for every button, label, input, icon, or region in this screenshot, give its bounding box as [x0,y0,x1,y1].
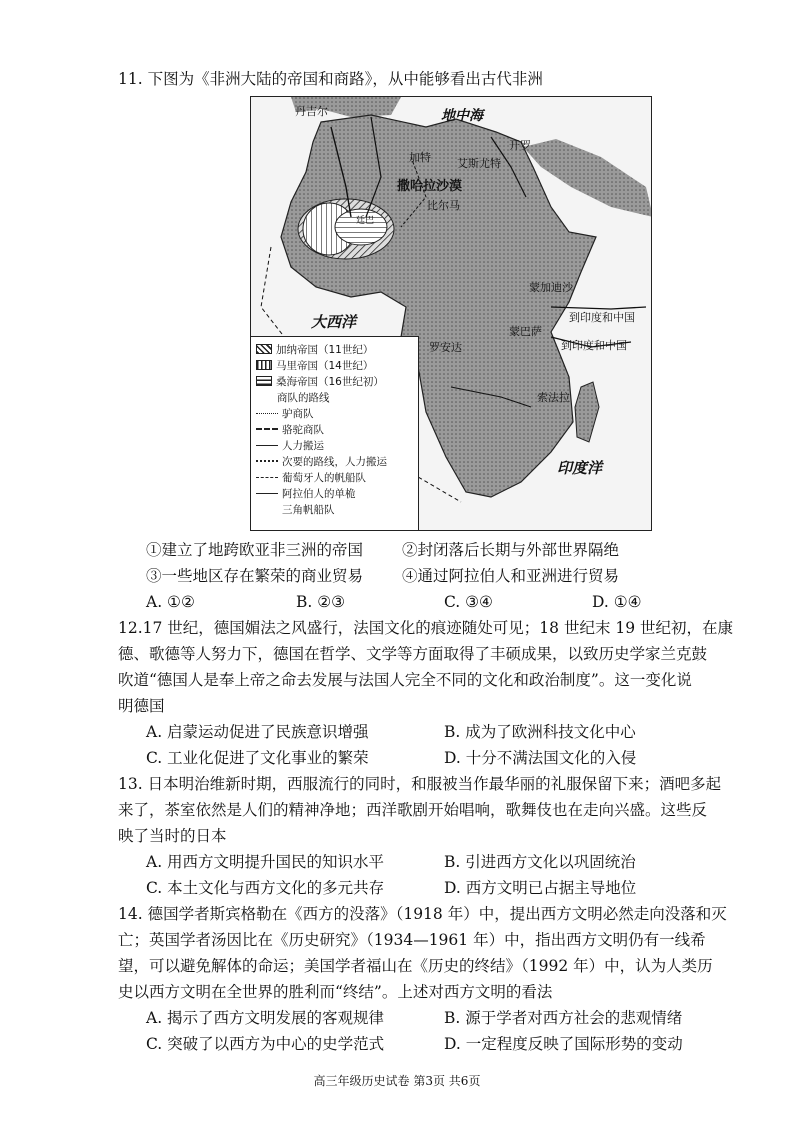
q12-stem-line-1: 12.17 世纪，德国媚法之风盛行，法国文化的痕迹随处可见；18 世纪末 19 世纪初，在康 [118,619,734,637]
madagascar [575,382,599,442]
legend-mali-label: 马里帝国（14世纪） [276,359,374,372]
label-aisiwate: 艾斯尤特 [457,157,501,170]
label-jiate: 加特 [409,151,431,164]
legend-secondary-label: 次要的路线，人力搬运 [282,455,387,468]
legend-mali [256,358,373,372]
label-luoanda: 罗安达 [429,341,462,354]
legend-songhai [256,374,384,388]
legend-routes-title: 商队的路线 [277,391,330,404]
q11-choice-a: A. ①② [146,593,195,611]
porter-line [256,445,278,446]
legend-ghana-label: 加纳帝国（11世纪） [276,343,374,356]
q13-choice-c: C. 本土文化与西方文化的多元共存 [146,879,385,897]
legend-ghana [256,342,373,356]
q14-choice-d: D. 一定程度反映了国际形势的变动 [444,1035,683,1053]
legend-arab-label-2: 三角帆船队 [282,503,335,516]
q11-option-3: ③一些地区存在繁荣的商业贸易 [146,567,364,585]
legend-songhai-label: 桑海帝国（16世纪初） [276,375,384,388]
q14-choice-a: A. 揭示了西方文明发展的客观规律 [146,1009,385,1027]
label-to-india-china-1: 到印度和中国 [569,311,635,324]
map-legend [251,336,419,531]
legend-secondary [256,454,387,468]
legend-porter-label: 人力搬运 [282,439,324,452]
legend-camel-label: 骆驼商队 [282,423,324,436]
q11-option-1: ①建立了地跨欧亚非三洲的帝国 [146,541,364,559]
songhai-swatch [256,376,272,386]
q13-stem-line-3: 映了当时的日本 [118,827,227,845]
label-cairo: 开罗 [509,139,531,152]
label-mogadishu: 蒙加迪沙 [529,281,573,294]
q11-stem: 11. 下图为《非洲大陆的帝国和商路》，从中能够看出古代非洲 [118,70,543,88]
label-atlantic: 大西洋 [311,313,357,331]
q14-stem-line-3: 望，可以避免解体的命运；美国学者福山在《历史的终结》（1992 年）中，认为人类历 [118,957,713,975]
q12-stem-line-2: 德、歌德等人努力下，德国在哲学、文学等方面取得了丰硕成果，以致历史学家兰克鼓 [118,645,708,663]
label-sahara: 撒哈拉沙漠 [397,179,463,194]
q12-choice-b: B. 成为了欧洲科技文化中心 [444,723,636,741]
q14-choice-c: C. 突破了以西方为中心的史学范式 [146,1035,385,1053]
q11-choice-c: C. ③④ [444,593,493,611]
legend-donkey [256,406,314,420]
label-tongbu: 廷巴 [356,216,375,226]
secondary-line [256,460,278,462]
ghana-swatch [256,344,272,354]
q11-choice-b: B. ②③ [296,593,346,611]
label-mediterranean: 地中海 [441,108,483,124]
q12-stem-line-3: 吹道“德国人是奉上帝之命去发展与法国人完全不同的文化和政治制度”。这一变化说 [118,671,692,689]
label-sofala: 索法拉 [537,391,570,404]
label-indian-ocean: 印度洋 [557,459,603,477]
q12-choice-c: C. 工业化促进了文化事业的繁荣 [146,749,369,767]
label-bierma: 比尔马 [427,199,460,212]
label-to-india-china-2: 到印度和中国 [561,339,627,352]
page-footer: 高三年级历史试卷 第3页 共6页 [313,1074,481,1088]
legend-camel [256,422,324,436]
q14-stem-line-4: 史以西方文明在全世界的胜利而“终结”。上述对西方文明的看法 [118,983,553,1001]
legend-donkey-label: 驴商队 [282,407,314,420]
q11-choice-d: D. ①④ [592,593,642,611]
mali-swatch [256,360,272,370]
label-dangier: 丹吉尔 [295,105,328,118]
q13-choice-d: D. 西方文明已占据主导地位 [444,879,637,897]
arab-line [256,493,278,494]
q12-choice-d: D. 十分不满法国文化的入侵 [444,749,637,767]
camel-line [256,428,278,430]
q11-option-2: ②封闭落后长期与外部世界隔绝 [402,541,620,559]
portuguese-line [256,477,278,478]
q12-stem-line-4: 明德国 [118,697,165,715]
legend-arab-label-1: 阿拉伯人的单桅 [282,487,356,500]
q13-choice-a: A. 用西方文明提升国民的知识水平 [146,853,385,871]
q13-choice-b: B. 引进西方文化以巩固统治 [444,853,636,871]
legend-porter [256,438,324,452]
label-mombasa: 蒙巴萨 [509,325,542,338]
q14-stem-line-2: 亡；英国学者汤因比在《历史研究》（1934—1961 年）中，指出西方文明仍有一线希 [118,931,706,949]
q13-stem-line-2: 来了，茶室依然是人们的精神净地；西洋歌剧开始唱响，歌舞伎也在走向兴盛。这些反 [118,801,708,819]
africa-trade-map [250,96,652,531]
q11-option-4: ④通过阿拉伯人和亚洲进行贸易 [402,567,620,585]
q14-stem-line-1: 14. 德国学者斯宾格勒在《西方的没落》（1918 年）中，提出西方文明必然走向没落和灭 [118,905,727,923]
q14-choice-b: B. 源于学者对西方社会的悲观情绪 [444,1009,683,1027]
q12-choice-a: A. 启蒙运动促进了民族意识增强 [146,723,369,741]
legend-portuguese-label: 葡萄牙人的帆船队 [282,471,366,484]
legend-arab [256,486,356,500]
donkey-line [256,413,278,414]
legend-portuguese [256,470,366,484]
q13-stem-line-1: 13. 日本明治维新时期，西服流行的同时，和服被当作最华丽的礼服保留下来；酒吧多起 [118,775,722,793]
